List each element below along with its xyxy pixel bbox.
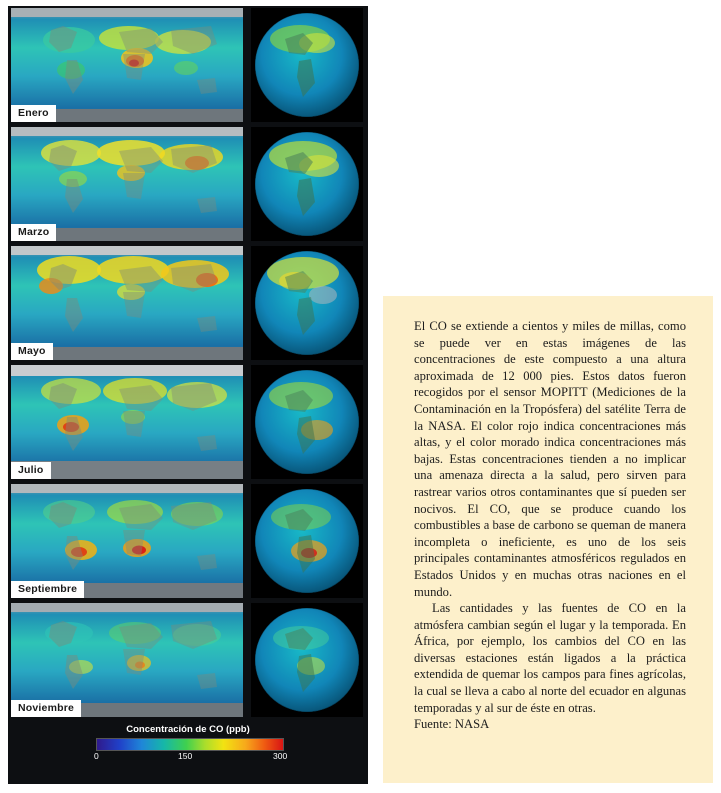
colorbar-title: Concentración de CO (ppb) — [126, 724, 250, 735]
month-label: Marzo — [11, 224, 56, 241]
figure-row-noviembre — [8, 601, 368, 719]
caption-paragraph-1: El CO se extiende a cientos y miles de millas, como se puede ver en estas imágenes de las concentraciones de este compuesto a una altura aproximada de 12 000 pies. Estos datos fueron recogidos por el sensor MOPITT (Mediciones de la Contaminación en la Tropósfera) del satélite Terra de la NASA. El color rojo indica concentraciones más altas, y el color morado indica concentraciones más bajas. Estas concentraciones tienden a no implicar una amenaza directa a la salud, pero sirven para rastrear varios otros contaminantes que sí pueden ser nocivos. El CO, que se produce cuando los combustibles a base de carbono se queman de manera incompleta o ineficiente, es uno de los seis principales contaminantes atmosféricos regulados en Estados Unidos y en muchas otras naciones en el mundo. — [414, 319, 686, 599]
month-label: Noviembre — [11, 700, 81, 717]
globe-julio — [251, 365, 363, 479]
colorbar-legend — [8, 718, 368, 784]
month-label: Mayo — [11, 343, 53, 360]
colorbar-gradient — [96, 738, 284, 751]
co-concentration-figure — [8, 6, 368, 784]
figure-row-julio — [8, 363, 368, 481]
figure-row-enero — [8, 6, 368, 124]
figure-row-mayo — [8, 244, 368, 362]
caption-text-panel — [383, 296, 713, 783]
month-label: Julio — [11, 462, 51, 479]
colorbar-tick-mid: 150 — [178, 751, 193, 761]
globe-enero — [251, 8, 363, 122]
month-label: Septiembre — [11, 581, 84, 598]
caption-paragraph-2: Las cantidades y las fuentes de CO en la atmósfera cambian según el lugar y la temporada. En África, por ejemplo, los cambios del CO en las diversas estaciones están ligados a la práctica extendida de quemar los campos para fines agrícolas, la cual se lleva a cabo al norte del ecuador en algunas temporadas y al sur de éste en otras. — [414, 601, 686, 715]
globe-mayo — [251, 246, 363, 360]
colorbar-tick-min: 0 — [94, 751, 99, 761]
globe-noviembre — [251, 603, 363, 717]
source-label: Fuente: NASA — [414, 717, 490, 732]
caption-text-body — [414, 318, 686, 733]
globe-marzo — [251, 127, 363, 241]
globe-septiembre — [251, 484, 363, 598]
colorbar-tick-max: 300 — [273, 751, 288, 761]
figure-row-septiembre — [8, 482, 368, 600]
figure-row-marzo — [8, 125, 368, 243]
month-label: Enero — [11, 105, 56, 122]
